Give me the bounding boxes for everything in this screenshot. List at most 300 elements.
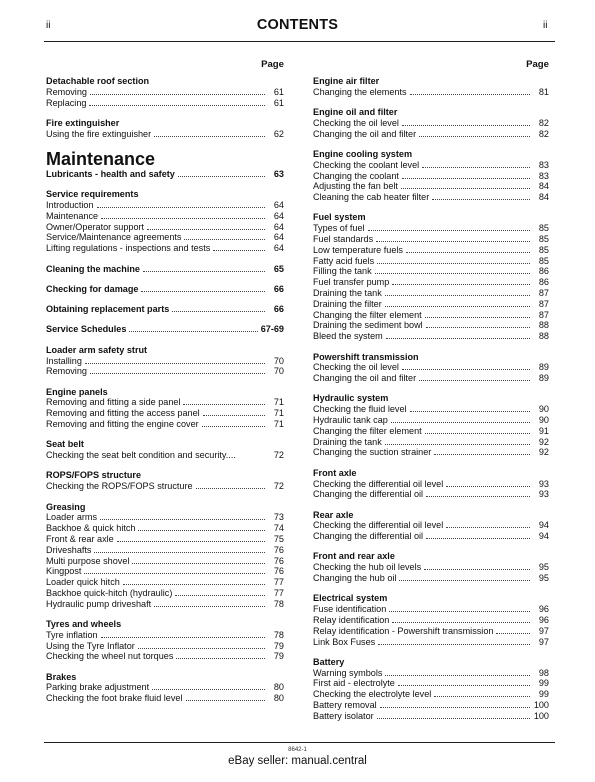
toc-entry[interactable] [313,689,549,700]
page-number: 82 [538,128,549,139]
toc-entry[interactable] [313,615,549,626]
toc-entry[interactable] [313,373,549,384]
entry-label: Checking the fluid level [313,404,407,415]
page-numeral-right: ii [543,20,548,31]
section-title: Fuel system [313,212,366,223]
entry-label: Changing the differential oil [313,489,424,500]
entry-label: Fuel standards [313,234,374,245]
entry-label: Relay identification [313,614,390,625]
dot-leader [426,489,530,497]
page-number: 86 [538,277,549,288]
toc-entry[interactable] [46,243,284,254]
toc-entry[interactable] [313,437,549,448]
entry-label: Changing the oil and filter [313,373,417,384]
dot-leader [375,266,530,274]
toc-entry[interactable] [313,223,549,234]
entry-label: Using the fire extinguisher [46,128,152,139]
dot-leader [84,566,265,574]
entry-label: Service Schedules [46,324,127,335]
entry-label: Removing [46,366,87,377]
page-number: 71 [273,397,284,408]
toc-entry[interactable] [313,678,549,689]
toc-section [46,189,284,254]
toc-section [313,593,549,647]
toc-entry[interactable] [46,419,284,430]
page-number: 61 [273,86,284,97]
toc-entry[interactable] [46,481,284,492]
toc-entry[interactable] [46,169,284,180]
entry-label: Checking the differential oil level [313,520,444,531]
page-number: 64 [273,232,284,243]
dot-leader [496,626,530,634]
page-number: 64 [273,243,284,254]
entry-label: Hydraulic tank cap [313,415,388,426]
entry-label: Front & rear axle [46,533,114,544]
section-title: Detachable roof section [46,76,150,86]
page-number: 74 [273,523,284,534]
entry-label: Hydraulic pump driveshaft [46,598,152,609]
entry-label: Owner/Operator support [46,221,145,232]
page-number: 70 [273,355,284,366]
dot-leader [176,651,265,659]
toc-entry[interactable] [46,87,284,98]
entry-label: Replacing [46,97,87,108]
dot-leader [386,331,530,339]
entry-label: Cleaning the machine [46,263,140,274]
entry-label: Multi purpose shovel [46,555,130,566]
page-number: 94 [538,531,549,542]
entry-label: Checking the coolant level [313,159,420,170]
dot-leader [410,404,530,412]
toc-section [46,672,284,704]
page-number: 92 [538,436,549,447]
dot-leader [89,98,265,106]
entry-label: Relay identification - Powershift transmission [313,625,494,636]
page-number: 67-69 [260,324,284,335]
entry-label: Fatty acid fuels [313,255,375,266]
toc-entry[interactable] [313,637,549,648]
toc-entry[interactable] [313,562,549,573]
page-number: 96 [538,604,549,615]
dot-leader [401,181,530,189]
entry-label: Draining the filter [313,298,382,309]
entry-label: Backhoe quick-hitch (hydraulic) [46,587,173,598]
dot-leader [402,118,530,126]
toc-entry[interactable] [46,397,284,408]
entry-label: Service/Maintenance agreements [46,232,182,243]
toc-entry[interactable] [46,324,284,335]
entry-label: Types of fuel [313,223,365,234]
entry-label: Warning symbols [313,667,383,678]
entry-label: Cleaning the cab heater filter [313,192,430,203]
page-number: 79 [273,640,284,651]
toc-entry[interactable] [46,98,284,109]
toc-entry[interactable] [313,404,549,415]
page-number: 78 [273,629,284,640]
header-divider [44,41,555,42]
entry-label: Changing the elements [313,86,407,97]
contents-column-right [313,60,549,731]
toc-entry[interactable] [313,320,549,331]
dot-leader [398,678,530,686]
page-number: 66 [273,304,284,315]
footer-divider [44,742,555,743]
toc-entry[interactable] [46,545,284,556]
page-number: 66 [273,283,284,294]
section-title: Engine panels [46,386,108,397]
entry-label: Low temperature fuels [313,244,403,255]
dot-leader [376,234,530,242]
toc-entry[interactable] [313,426,549,437]
dot-leader [132,556,265,564]
dot-leader [101,211,265,219]
part-heading: Maintenance [46,148,156,169]
dot-leader [183,397,265,405]
toc-section [313,468,549,500]
page-number: 83 [538,170,549,181]
entry-label: Checking the wheel nut torques [46,651,174,662]
page-number: 80 [273,682,284,693]
dot-leader [425,310,530,318]
page-number: 64 [273,200,284,211]
toc-entry[interactable] [313,711,549,722]
dot-leader [378,637,530,645]
dot-leader [129,324,257,332]
entry-label: Checking the seat belt condition and security.... [46,450,236,461]
section-title: Electrical system [313,593,388,604]
dot-leader [385,288,530,296]
toc-entry[interactable] [46,556,284,567]
page-number: 87 [538,298,549,309]
toc-entry[interactable] [313,118,549,129]
dot-leader [196,481,265,489]
page-number: 65 [273,263,284,274]
section-title: Front axle [313,467,357,478]
entry-label: Loader quick hitch [46,577,120,588]
section-title: Service requirements [46,189,139,200]
dot-leader [154,129,265,137]
entry-label: Checking the electrolyte level [313,689,432,700]
toc-entry[interactable] [313,531,549,542]
entry-label: Obtaining replacement parts [46,304,170,315]
toc-entry[interactable] [313,573,549,584]
document-code: 8642-1 [288,747,307,753]
toc-entry[interactable] [46,599,284,610]
page-number: 84 [538,181,549,192]
dot-leader [143,264,265,272]
dot-leader [138,641,265,649]
dot-leader [85,356,265,364]
page-number: 99 [538,689,549,700]
entry-label: Filling the tank [313,266,372,277]
toc-entry[interactable] [46,284,284,295]
toc-entry[interactable] [46,512,284,523]
toc-section [46,387,284,430]
toc-entry[interactable] [313,447,549,458]
toc-entry[interactable] [46,641,284,652]
page-number: 71 [273,408,284,419]
entry-label: Checking the ROPS/FOPS structure [46,481,193,492]
page-number: 64 [273,210,284,221]
toc-section [313,352,549,384]
entry-label: Changing the suction strainer [313,447,432,458]
page-number: 80 [273,693,284,704]
entry-label: Draining the sediment bowl [313,320,423,331]
entry-label: Maintenance [46,210,99,221]
page-number: 70 [273,366,284,377]
entry-label: First aid - electrolyte [313,678,395,689]
toc-section [313,393,549,458]
page-number: 92 [538,447,549,458]
toc-entry[interactable] [46,200,284,211]
entry-label: Checking for damage [46,283,139,294]
toc-entry[interactable] [313,87,549,98]
toc-entry[interactable] [313,256,549,267]
entry-label: Backhoe & quick hitch [46,523,136,534]
entry-label: Checking the hub oil levels [313,562,422,573]
toc-entry[interactable] [46,588,284,599]
toc-entry[interactable] [313,362,549,373]
page-column-heading: Page [526,59,549,70]
page-number: 76 [273,566,284,577]
entry-label: Removing and fitting the engine cover [46,419,199,430]
page-number: 85 [538,244,549,255]
toc-entry[interactable] [313,160,549,171]
dot-leader [446,479,530,487]
dot-leader [147,222,265,230]
toc-section [46,118,284,140]
page-number: 61 [273,97,284,108]
entry-label: Checking the foot brake fluid level [46,693,183,704]
toc-entry[interactable] [46,651,284,662]
toc-entry[interactable] [46,450,284,461]
dot-leader [175,588,265,596]
dot-leader [90,366,265,374]
dot-leader [377,711,530,719]
dot-leader [399,573,530,581]
page-number: 77 [273,577,284,588]
dot-leader [100,512,265,520]
toc-entry[interactable] [313,181,549,192]
section-title: Engine cooling system [313,148,413,159]
toc-section [46,345,284,377]
toc-entry[interactable] [46,232,284,243]
dot-leader [425,426,530,434]
toc-entry[interactable] [313,626,549,637]
dot-leader [385,299,530,307]
dot-leader [368,223,530,231]
entry-label: Checking the differential oil level [313,478,444,489]
dot-leader [152,682,265,690]
entry-label: Changing the filter element [313,309,422,320]
page-number: 86 [538,266,549,277]
dot-leader [154,599,265,607]
toc-entry[interactable] [313,415,549,426]
toc-entry[interactable] [46,222,284,233]
toc-section [313,212,549,342]
entry-label: Fuse identification [313,604,387,615]
toc-entry[interactable] [46,264,284,275]
dot-leader [380,700,530,708]
page-number: 100 [533,710,549,721]
dot-leader [377,256,530,264]
toc-entry[interactable] [313,288,549,299]
toc-entry[interactable] [313,171,549,182]
toc-section [46,470,284,492]
section-title: Loader arm safety strut [46,344,148,355]
entry-label: Checking the oil level [313,362,399,373]
toc-section [46,149,284,180]
page-number: 78 [273,598,284,609]
toc-entry[interactable] [313,604,549,615]
page-number: 76 [273,544,284,555]
toc-entry[interactable] [46,304,284,315]
page-number: 90 [538,404,549,415]
page-number: 87 [538,309,549,320]
page-number: 73 [273,512,284,523]
page-number: 85 [538,223,549,234]
page-number: 95 [538,562,549,573]
toc-entry[interactable] [46,693,284,704]
toc-entry[interactable] [313,331,549,342]
dot-leader [402,362,530,370]
dot-leader [385,668,530,676]
toc-entry[interactable] [46,682,284,693]
entry-label: Changing the coolant [313,170,399,181]
entry-label: Removing and fitting a side panel [46,397,181,408]
entry-label: Changing the differential oil [313,531,424,542]
toc-entry[interactable] [313,192,549,203]
section-title: ROPS/FOPS structure [46,470,142,481]
toc-entry[interactable] [313,479,549,490]
toc-entry[interactable] [46,566,284,577]
toc-entry[interactable] [313,277,549,288]
page-number: 81 [538,86,549,97]
page-number: 87 [538,288,549,299]
dot-leader [402,171,530,179]
entry-label: Kingpost [46,566,82,577]
dot-leader [424,562,530,570]
toc-section [313,510,549,542]
toc-entry[interactable] [46,211,284,222]
toc-section [313,107,549,139]
dot-leader [186,693,266,701]
dot-leader [392,615,530,623]
entry-label: Parking brake adjustment [46,682,150,693]
section-title: Tyres and wheels [46,618,122,629]
entry-label: Driveshafts [46,544,92,555]
page-number: 89 [538,373,549,384]
dot-leader [101,630,265,638]
dot-leader [391,415,530,423]
toc-entry[interactable] [313,234,549,245]
dot-leader [419,129,530,137]
page-number: 79 [273,651,284,662]
page-number: 97 [538,625,549,636]
toc-entry[interactable] [313,129,549,140]
page-number: 90 [538,415,549,426]
page-number: 72 [273,450,284,461]
toc-entry[interactable] [313,489,549,500]
toc-entry[interactable] [313,266,549,277]
page-number: 89 [538,362,549,373]
dot-leader [184,232,265,240]
page-number: 93 [538,478,549,489]
toc-entry[interactable] [46,630,284,641]
toc-section [46,324,284,335]
section-title: Rear axle [313,509,354,520]
toc-entry[interactable] [46,523,284,534]
seller-credit: eBay seller: manual.central [228,755,367,767]
toc-section [46,304,284,315]
toc-section [46,439,284,461]
entry-label: Adjusting the fan belt [313,181,398,192]
toc-entry[interactable] [46,408,284,419]
dot-leader [422,160,530,168]
dot-leader [90,87,265,95]
toc-entry[interactable] [313,700,549,711]
toc-section [46,264,284,275]
toc-entry[interactable] [313,245,549,256]
page-number: 77 [273,587,284,598]
toc-entry[interactable] [313,520,549,531]
entry-label: Using the Tyre Inflator [46,640,135,651]
toc-section [46,619,284,662]
dot-leader [410,87,530,95]
dot-leader [392,277,530,285]
dot-leader [94,545,265,553]
contents-column-left [46,60,284,714]
entry-label: Battery isolator [313,710,374,721]
page-number: 99 [538,678,549,689]
toc-section [313,657,549,722]
toc-section [46,76,284,108]
dot-leader [434,689,530,697]
page-number: 95 [538,573,549,584]
dot-leader [406,245,530,253]
dot-leader [123,577,265,585]
dot-leader [446,520,530,528]
page-number: 97 [538,636,549,647]
dot-leader [426,531,530,539]
toc-entry[interactable] [46,366,284,377]
toc-entry[interactable] [313,299,549,310]
section-title: Front and rear axle [313,551,395,562]
toc-entry[interactable] [313,310,549,321]
entry-label: Lifting regulations - inspections and tests [46,243,211,254]
page-number: 64 [273,221,284,232]
toc-section [313,76,549,98]
dot-leader [434,447,530,455]
toc-entry[interactable] [46,129,284,140]
page-number: 63 [273,168,284,179]
dot-leader [239,451,265,458]
page-number: 72 [273,481,284,492]
section-title: Fire extinguisher [46,117,120,128]
page-number: 82 [538,117,549,128]
toc-section [46,284,284,295]
dot-leader [389,604,530,612]
toc-entry[interactable] [46,356,284,367]
entry-label: Changing the hub oil [313,573,397,584]
toc-entry[interactable] [46,534,284,545]
dot-leader [141,284,265,292]
page-number: 83 [538,159,549,170]
toc-entry[interactable] [46,577,284,588]
toc-entry[interactable] [313,668,549,679]
entry-label: Draining the tank [313,436,382,447]
dot-leader [202,419,265,427]
